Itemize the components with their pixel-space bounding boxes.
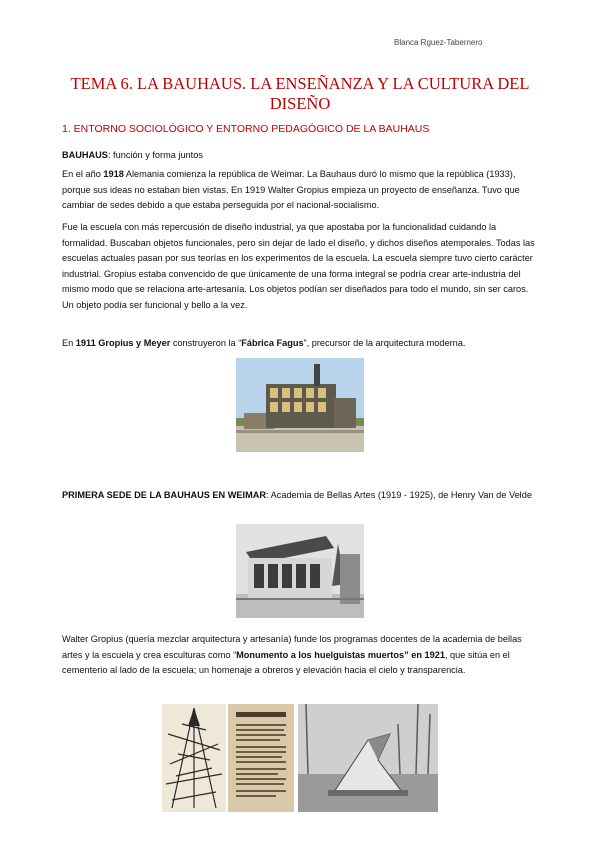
monument-photo (298, 704, 438, 812)
woodcut-cathedral-image (162, 704, 226, 812)
paragraph-fagus (62, 336, 542, 352)
year-1918: 1918 (103, 169, 124, 179)
paragraph-fagus-text-b: construyeron la “ (170, 338, 242, 348)
fabrica-fagus: Fábrica Fagus (241, 338, 304, 348)
paragraph-fagus-text-c: ”, precursor de la arquitectura moderna. (303, 338, 466, 348)
author-name: Blanca Rguez-Tabernero (394, 38, 483, 47)
weimar-seat-label: PRIMERA SEDE DE LA BAUHAUS EN WEIMAR (62, 490, 267, 500)
paragraph-weimar-seat (62, 488, 542, 504)
paragraph-industrial-design: Fue la escuela con más repercusión de diseño industrial, ya que apostaba por la funcionalidad cuidando la formalidad. Buscaban objetos funcionales, pero sin dejar de lado el diseño, y dichos diseños atemporales. Todas las escuelas actuales pasan por sus teorías en los experimentos de la escuela. La escuela siempre tuvo cierto carácter industrial. Gropius estaba convencido de que únicamente de una forma integral se podría crear arte-industria del mismo modo que se relaciona arte-artesanía. Los objetos podían ser diseñados para todo el mundo, sin ser caros. Un objeto podía ser funcional y bello a la vez. (62, 222, 535, 310)
paragraph-monument-text-a: Walter Gropius (quería mezclar arquitectura y artesanía) funde los programas docentes de la academia de bellas artes y la escuela y crea esculturas como “ (62, 634, 522, 660)
paragraph-fagus-text-a: En (62, 338, 76, 348)
paragraph-weimar-text-b: Alemania comienza la república de Weimar. La Bauhaus duró lo mismo que la república (1933), porque sus ideas no estaban bien vistas. En 1919 Walter Gropius empieza un proyecto de enseñanza. Tuvo que cambiar de sedes debido a que estaba perseguida por el nacional-socialismo. (62, 169, 520, 210)
weimar-seat-text: : Academia de Bellas Artes (1919 - 1925), de Henry Van de Velde (266, 490, 532, 500)
manifesto-page-image (228, 704, 294, 812)
monument-title: Monumento a los huelguistas muertos” en 1921 (236, 649, 445, 660)
page-title: TEMA 6. LA BAUHAUS. LA ENSEÑANZA Y LA CULTURA DEL DISEÑO (70, 74, 530, 113)
bauhaus-subtitle (62, 148, 542, 164)
paragraph-monument (62, 632, 542, 679)
gropius-meyer: 1911 Gropius y Meyer (75, 338, 171, 348)
section-heading: 1. ENTORNO SOCIOLÓGICO Y ENTORNO PEDAGÓGICO DE LA BAUHAUS (62, 123, 430, 135)
paragraph-weimar-text-a: En el año (62, 169, 104, 179)
bauhaus-subtitle-text: : función y forma juntos (107, 150, 203, 160)
weimar-academy-photo (236, 524, 364, 618)
paragraph-monument-text-b: , que sitúa en el cementerio al lado de la escuela; un homenaje a obreros y elevación hacia el cielo y transparencia. (62, 649, 510, 675)
bauhaus-label: BAUHAUS (62, 150, 108, 160)
paragraph-weimar (62, 167, 542, 214)
fagus-factory-photo (236, 358, 364, 452)
